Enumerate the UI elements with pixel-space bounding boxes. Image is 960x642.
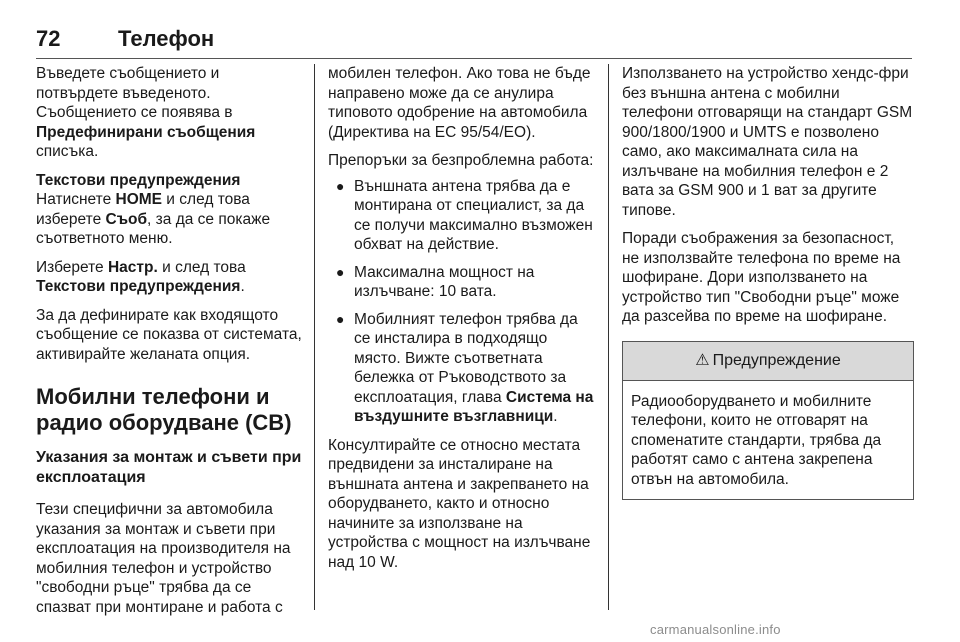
paragraph-select-settings: Изберете Настр. и след това Текстови предупреждения. xyxy=(36,258,246,295)
recommendations-list xyxy=(328,177,596,427)
list-item: ● Мобилният телефон трябва да се инсталира в подходящо място. Вижте съответната бележка от Ръководството за експлоатация, глава Система на въздушните възглавници. xyxy=(336,310,594,425)
list-item: ● Външната антена трябва да е монтирана от специалист, за да се получи максимално възможен обхват на действие. xyxy=(336,177,593,253)
paragraph-consult-antenna: Консултирайте се относно местата предвидени за инсталиране на външната антена и закрепването на оборудването, както и относно начините за използване на устройства с мощност на излъчване над 10 W. xyxy=(328,436,591,571)
list-item: ● Максимална мощност на излъчване: 10 вата. xyxy=(336,263,535,300)
subheading-installation-tips: Указания за монтаж и съвети при експлоатация xyxy=(36,449,302,486)
paragraph-handsfree-gsm: Използването на устройство хендс-фри без външна антена с мобилни телефони отговарящи на стандарт GSM 900/1800/1900 и UMTS е позволено само, ако максималната сила на излъчване на мобилния телефон е 2 вата за GSM 900 и 1 ват за другите типове. xyxy=(622,65,913,219)
page-header xyxy=(36,22,912,59)
section-heading-mobile-radio: Мобилни телефони и радио оборудване (CB) xyxy=(36,384,292,435)
column-divider-2 xyxy=(608,64,609,610)
column-3 xyxy=(622,64,914,500)
paragraph-type-approval: мобилен телефон. Ако това не бъде направено може да се анулира типовото одобрение на автомобила (Директива на ЕС 95/54/ЕО). xyxy=(328,65,591,141)
warning-body: Радиооборудването и мобилните телефони, които не отговарят на споменатите стандарти, трябва да работят само с антена закрепена отвън на автомобила. xyxy=(631,392,882,488)
watermark: carmanualsonline.info xyxy=(650,622,781,637)
text-alerts-heading: Текстови предупреждения xyxy=(36,171,241,189)
warning-title: Предупреждение xyxy=(712,351,841,369)
warning-box xyxy=(622,341,914,501)
paragraph-enter-message: Въведете съобщението и потвърдете въведеното. Съобщението се появява в Предефинирани съобщения списъка. xyxy=(36,65,256,160)
warning-header xyxy=(623,342,913,381)
page-title: Телефон xyxy=(118,26,215,51)
paragraph-installation-tips: Тези специфични за автомобила указания за монтаж и съвети при експлоатация на производителя на мобилния телефон и устройство "свободни ръце" трябва да се спазват при монтиране и работа с xyxy=(36,501,291,616)
paragraph-safety: Поради съображения за безопасност, не използвайте телефона по време на шофиране. Дори използването на устройство тип "Свободни ръце" може да разсейва по време на шофиране. xyxy=(622,230,901,325)
page-number: 72 xyxy=(36,26,61,51)
paragraph-define-display: За да дефинирате как входящото съобщение се показва от системата, активирайте желаната опция. xyxy=(36,306,302,363)
column-divider-1 xyxy=(314,64,315,610)
warning-icon: ⚠ xyxy=(695,351,710,369)
column-2 xyxy=(328,64,596,581)
column-1 xyxy=(36,64,302,626)
paragraph-recommendations: Препоръки за безпроблемна работа: xyxy=(328,152,594,169)
paragraph-press-home: Натиснете HOME и след това изберете Съоб, за да се покаже съответното меню. xyxy=(36,191,271,247)
